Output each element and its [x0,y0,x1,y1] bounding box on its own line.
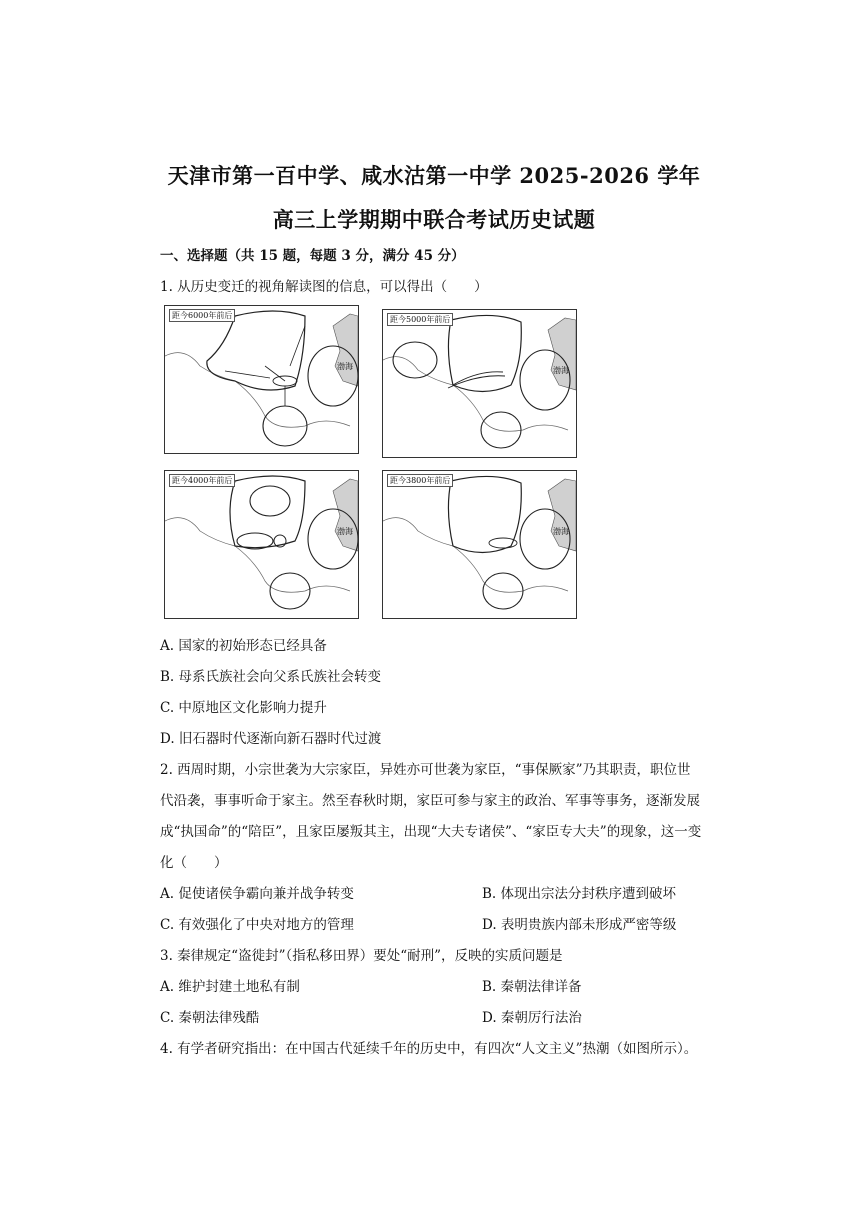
q2-option-c[interactable]: C. 有效强化了中央对地方的管理 [160,917,354,933]
map-label: 距今4000年前后 [169,474,235,487]
map-6000-drawing [165,306,358,453]
question-4-stem: 4. 有学者研究指出：在中国古代延续千年的历史中，有四次“人文主义”热潮（如图所示）。 [160,1041,698,1057]
question-2-stem-line3: 成“执国命”的“陪臣”，且家臣屡叛其主，出现“大夫专诸侯”、“家臣专大夫”的现象，这一变 [160,824,702,840]
q2-option-d[interactable]: D. 表明贵族内部未形成严密等级 [482,917,677,933]
map-3800-years [382,470,577,619]
map-5000-years [382,309,577,458]
map-3800-drawing [383,471,576,618]
q3-option-c[interactable]: C. 秦朝法律残酷 [160,1010,260,1026]
q1-option-b[interactable]: B. 母系氏族社会向父系氏族社会转变 [160,669,382,685]
question-2-stem-line2: 代沿袭，事事听命于家主。然至春秋时期，家臣可参与家主的政治、军事等事务，逐渐发展 [160,793,700,809]
map-label: 距今5000年前后 [387,313,453,326]
sea-label: 渤海 [553,366,569,375]
q2-option-b[interactable]: B. 体现出宗法分封秩序遭到破坏 [482,886,677,902]
sea-label: 渤海 [337,527,353,536]
question-1-stem: 1. 从历史变迁的视角解读图的信息，可以得出（ ） [160,279,488,295]
q1-option-d[interactable]: D. 旧石器时代逐渐向新石器时代过渡 [160,731,382,747]
question-3-stem: 3. 秦律规定“盗徙封”（指私移田界）要处“耐刑”，反映的实质问题是 [160,948,563,964]
map-label: 距今6000年前后 [169,309,235,322]
q3-option-d[interactable]: D. 秦朝厉行法治 [482,1010,582,1026]
q3-option-a[interactable]: A. 维护封建土地私有制 [160,979,300,995]
map-4000-years [164,470,359,619]
map-label: 距今3800年前后 [387,474,453,487]
question-2-stem-line4: 化（ ） [160,855,228,871]
map-4000-drawing [165,471,358,618]
exam-title-line1: 天津市第一百中学、咸水沽第一中学 2025-2026 学年 [167,163,701,188]
exam-title-line2: 高三上学期期中联合考试历史试题 [272,207,596,232]
q3-option-b[interactable]: B. 秦朝法律详备 [482,979,582,995]
q1-option-c[interactable]: C. 中原地区文化影响力提升 [160,700,327,716]
sea-label: 渤海 [337,362,353,371]
map-6000-years [164,305,359,454]
q1-option-a[interactable]: A. 国家的初始形态已经具备 [160,638,327,654]
q2-option-a[interactable]: A. 促使诸侯争霸向兼并战争转变 [160,886,354,902]
question-2-stem-line1: 2. 西周时期，小宗世袭为大宗家臣，异姓亦可世袭为家臣，“事保厥家”乃其职责，职位世 [160,762,691,778]
section-heading: 一、选择题（共 15 题，每题 3 分，满分 45 分） [160,248,465,264]
map-5000-drawing [383,310,576,457]
sea-label: 渤海 [553,527,569,536]
